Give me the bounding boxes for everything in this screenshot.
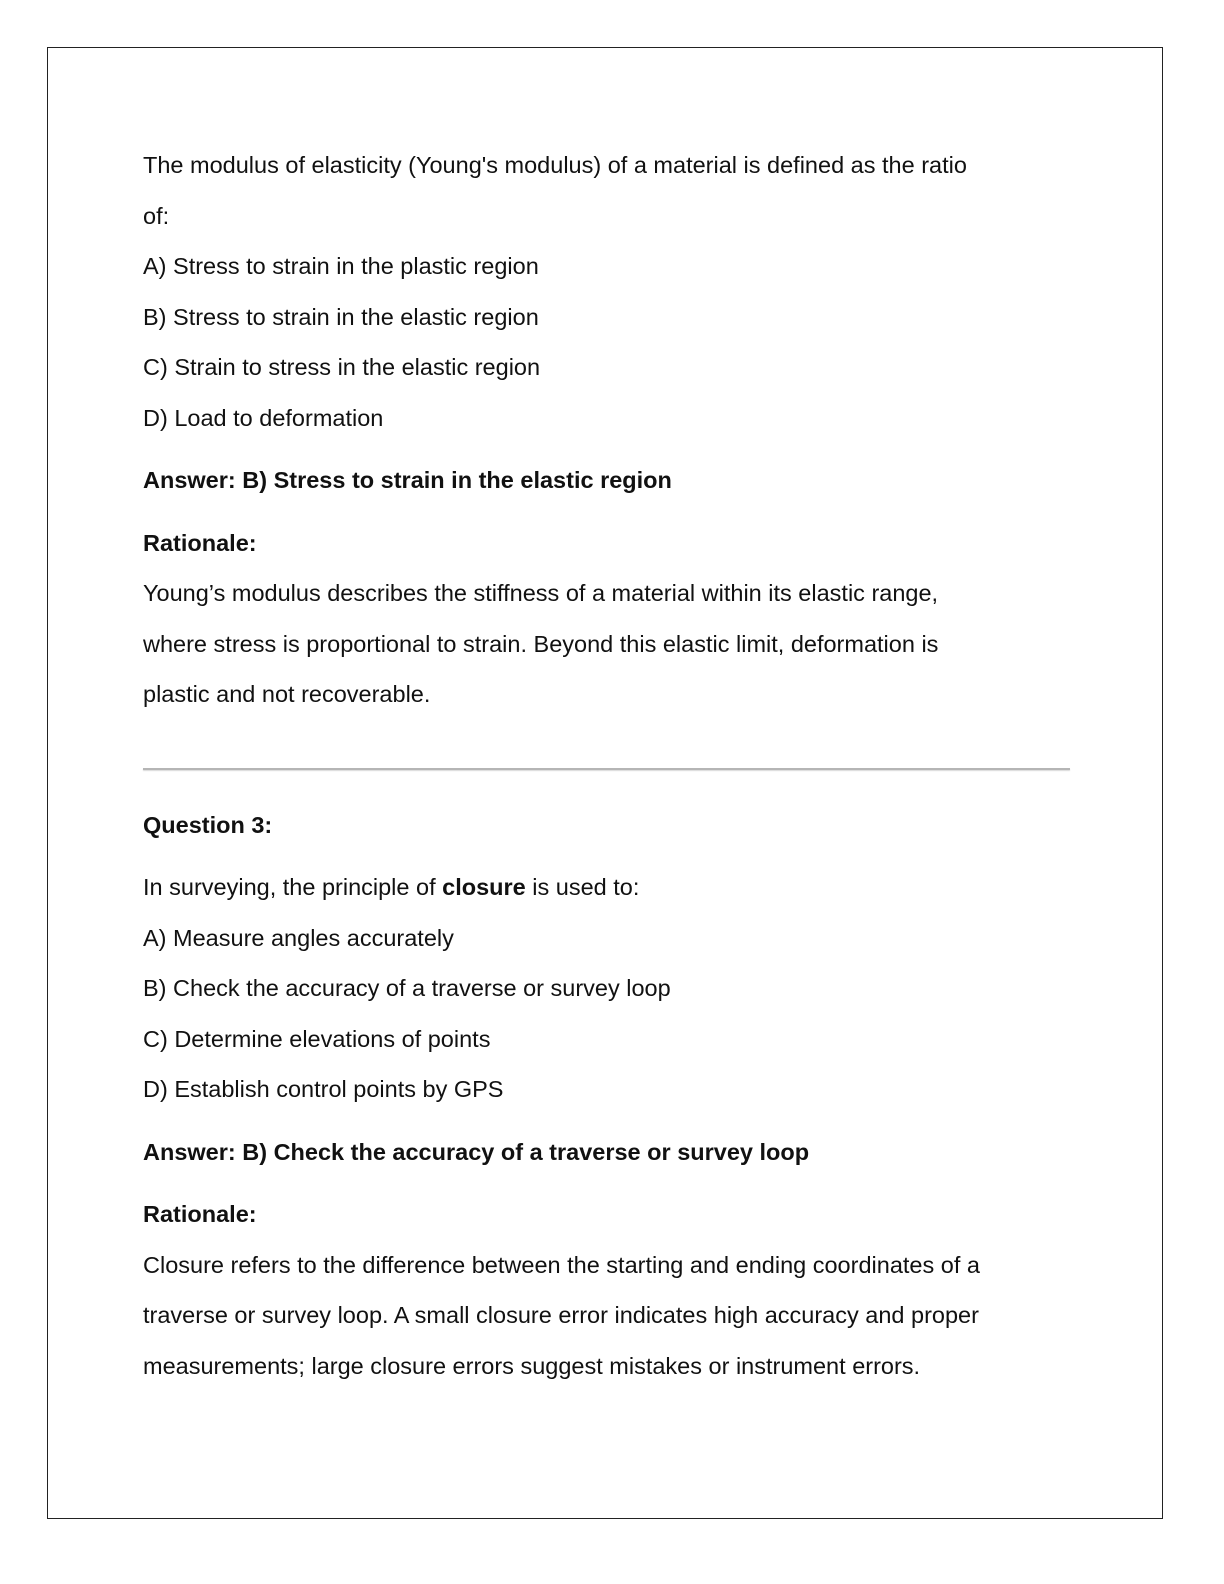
- option-b: B) Stress to strain in the elastic region: [143, 303, 539, 330]
- question-stem-line: The modulus of elasticity (Young's modulus) of a material is defined as the ratio: [143, 152, 967, 178]
- option-c: C) Determine elevations of points: [143, 1025, 491, 1052]
- rationale-line: Young’s modulus describes the stiffness of a material within its elastic range,: [143, 580, 939, 606]
- question-stem: [143, 862, 1073, 913]
- question-heading: Question 3:: [143, 811, 273, 838]
- stem-text: In surveying, the principle of: [143, 874, 443, 900]
- question-2-block: [143, 140, 1073, 720]
- rationale-line: plastic and not recoverable.: [143, 681, 431, 707]
- document-content: [143, 140, 1073, 1391]
- option-c: C) Strain to stress in the elastic region: [143, 354, 541, 380]
- section-divider: [143, 768, 1070, 770]
- answer-text: Answer: B) Stress to strain in the elastic region: [143, 467, 672, 493]
- rationale-line: traverse or survey loop. A small closure error indicates high accuracy and proper: [143, 1302, 979, 1328]
- option-a: A) Measure angles accurately: [143, 924, 454, 951]
- question-3-block: [143, 800, 1073, 1392]
- rationale-line: where stress is proportional to strain. Beyond this elastic limit, deformation is: [143, 630, 939, 657]
- question-stem-line: of:: [143, 202, 170, 229]
- rationale-heading: Rationale:: [143, 1201, 257, 1227]
- stem-keyword: closure: [442, 874, 526, 900]
- option-d: D) Load to deformation: [143, 404, 384, 431]
- option-d: D) Establish control points by GPS: [143, 1076, 504, 1102]
- stem-text: is used to:: [525, 874, 640, 900]
- rationale-line: Closure refers to the difference between the starting and ending coordinates of a: [143, 1251, 980, 1278]
- rationale-line: measurements; large closure errors suggest mistakes or instrument errors.: [143, 1352, 921, 1379]
- rationale-heading: Rationale:: [143, 529, 257, 556]
- option-b: B) Check the accuracy of a traverse or survey loop: [143, 975, 671, 1001]
- option-a: A) Stress to strain in the plastic region: [143, 253, 539, 279]
- answer-text: Answer: B) Check the accuracy of a traverse or survey loop: [143, 1138, 810, 1165]
